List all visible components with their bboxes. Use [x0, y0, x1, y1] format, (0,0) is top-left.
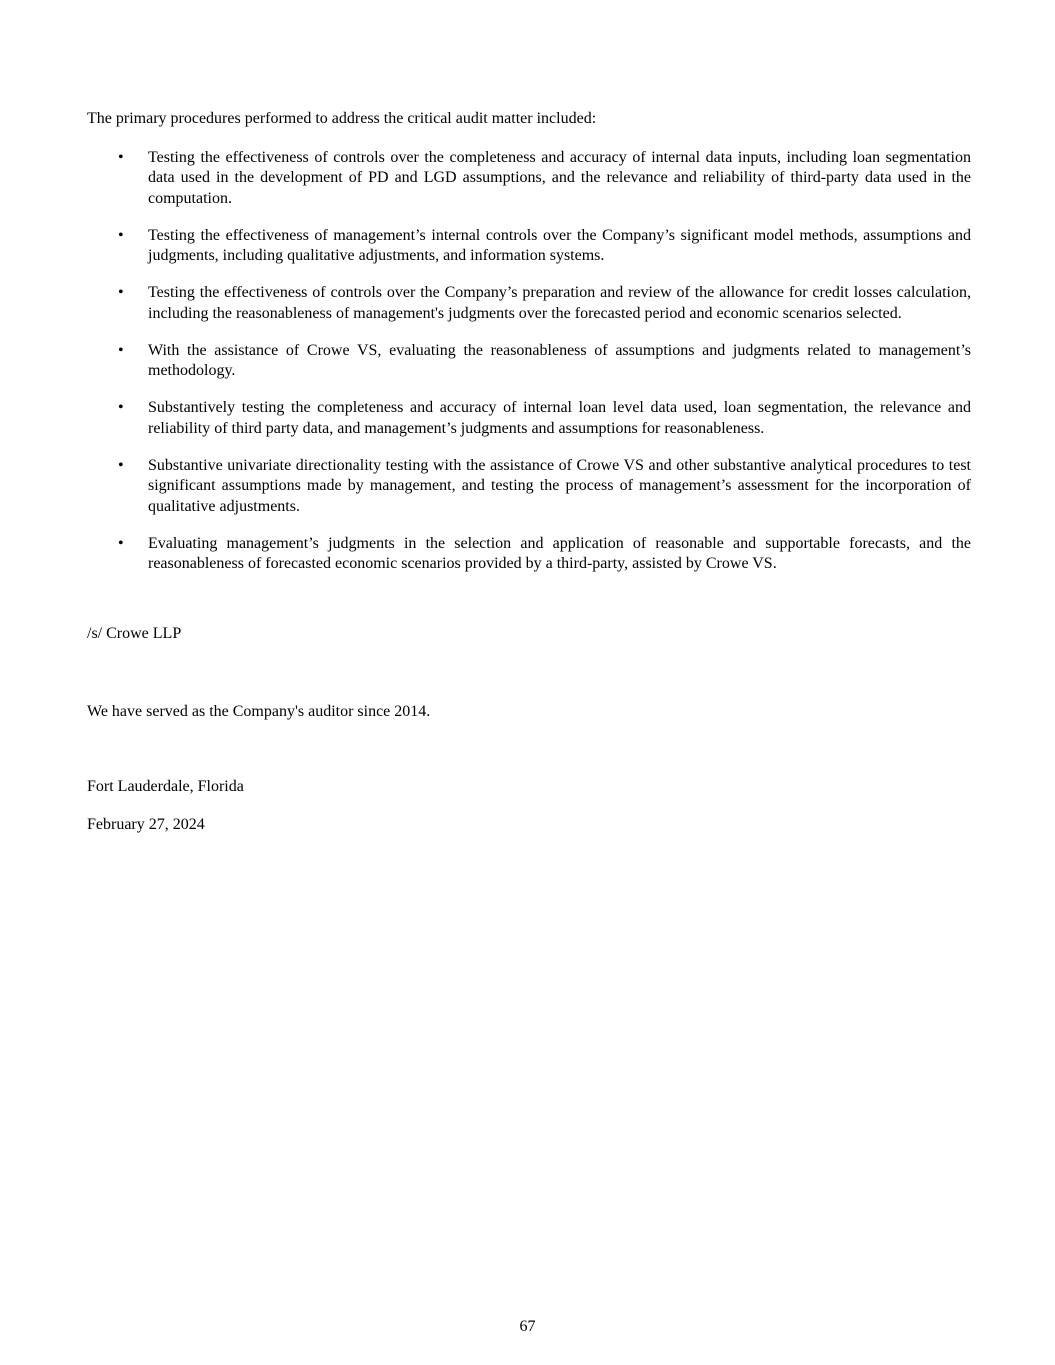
list-item: [87, 341, 971, 382]
bullet-icon: •: [118, 226, 124, 244]
bullet-icon: •: [118, 284, 124, 301]
bullet-text: Evaluating management’s judgments in the selection and application of reasonable and supportable forecasts, and the reasonableness of forecasted economic scenarios provided by a third-party, assisted by Crowe VS.: [148, 534, 971, 572]
list-item: [87, 226, 971, 267]
signature-block: [87, 624, 971, 836]
document-content: [87, 0, 971, 836]
bullet-text: With the assistance of Crowe VS, evaluating the reasonableness of assumptions and judgments related to management’s methodology.: [148, 341, 971, 379]
bullet-text: Testing the effectiveness of management’s internal controls over the Company’s significant model methods, assumptions and judgments, including qualitative adjustments, and information systems.: [148, 226, 971, 264]
bullet-icon: •: [118, 534, 124, 552]
report-date: February 27, 2024: [87, 816, 205, 833]
bullet-text: Testing the effectiveness of controls over the Company’s preparation and review of the allowance for credit losses calculation, including the reasonableness of management's judgments over the forecasted period and economic scenarios selected.: [148, 284, 971, 322]
bullet-text: Substantively testing the completeness and accuracy of internal loan level data used, loan segmentation, the relevance and reliability of third party data, and management’s judgments and assumptions for reasonableness.: [148, 399, 971, 437]
procedures-bullet-list: [87, 148, 971, 575]
list-item: [87, 534, 971, 575]
list-item: [87, 398, 971, 439]
bullet-text: Testing the effectiveness of controls over the completeness and accuracy of internal data inputs, including loan segmentation data used in the development of PD and LGD assumptions, and the relevance and reliability of third-party data used in the computation.: [148, 148, 971, 207]
list-item: [87, 148, 971, 210]
list-item: [87, 456, 971, 518]
intro-paragraph: The primary procedures performed to address the critical audit matter included:: [87, 110, 597, 127]
bullet-icon: •: [118, 456, 124, 474]
page-number: 67: [519, 1318, 536, 1335]
auditor-tenure-statement: We have served as the Company's auditor since 2014.: [87, 703, 431, 720]
bullet-icon: •: [118, 341, 124, 359]
auditor-signature: /s/ Crowe LLP: [87, 624, 182, 642]
report-location: Fort Lauderdale, Florida: [87, 777, 244, 795]
bullet-icon: •: [118, 399, 124, 416]
list-item: [87, 283, 971, 324]
bullet-icon: •: [118, 148, 124, 166]
bullet-text: Substantive univariate directionality testing with the assistance of Crowe VS and other substantive analytical procedures to test significant assumptions made by management, and testing the process of management’s assessment for the incorporation of qualitative adjustments.: [148, 456, 971, 515]
